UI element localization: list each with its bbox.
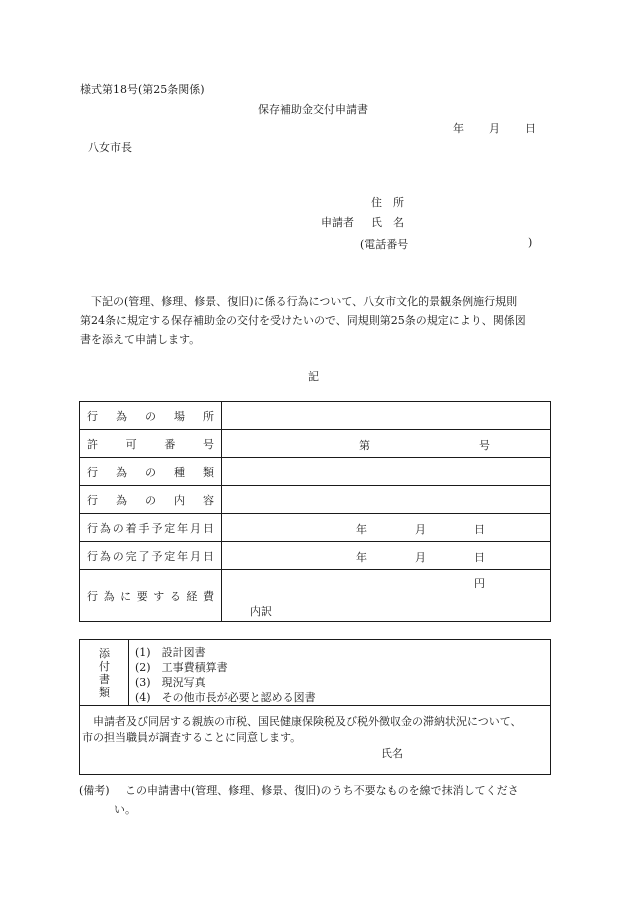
table-row bbox=[80, 402, 551, 430]
addressee: 八女市長 bbox=[88, 141, 132, 154]
table-row bbox=[80, 570, 551, 622]
row-label bbox=[80, 486, 222, 514]
row-label bbox=[80, 430, 222, 458]
ki-heading: 記 bbox=[308, 370, 319, 383]
label-cost: 行 為 に 要 す る 経 費 bbox=[87, 589, 214, 603]
applicant-label: 申請者 bbox=[321, 216, 354, 229]
end-year: 年 bbox=[356, 551, 367, 564]
row-label bbox=[80, 542, 222, 570]
value-cost[interactable] bbox=[222, 570, 551, 622]
phone-label: (電話番号 bbox=[360, 238, 409, 251]
address-label: 住 所 bbox=[371, 196, 404, 209]
list-item: (3) 現況写真 bbox=[135, 676, 206, 689]
form-number: 様式第18号(第25条関係) bbox=[80, 83, 205, 96]
row-label bbox=[80, 514, 222, 542]
remarks-line-2: い。 bbox=[114, 803, 136, 816]
attachments-list bbox=[129, 640, 550, 706]
date-month: 月 bbox=[489, 122, 500, 135]
cost-breakdown: 内訳 bbox=[250, 605, 272, 618]
signature-label: 氏名 bbox=[381, 747, 403, 760]
table-row bbox=[80, 458, 551, 486]
main-table bbox=[79, 401, 551, 622]
permit-dai: 第 bbox=[359, 439, 370, 452]
label-permit-number: 許 可 番 号 bbox=[87, 437, 214, 451]
label-end-date: 行 為 の 完 了 予 定 年 月 日 bbox=[87, 549, 214, 563]
consent-line-1: 申請者及び同居する親族の市税、国民健康保険税及び税外徴収金の滞納状況について、 bbox=[93, 715, 522, 728]
start-year: 年 bbox=[356, 523, 367, 536]
body-line-1: 下記の(管理、修理、修景、復旧)に係る行為について、八女市文化的景観条例施行規則 bbox=[91, 295, 518, 308]
body-line-2: 第24条に規定する保存補助金の交付を受けたいので、同規則第25条の規定により、関係図 bbox=[80, 314, 526, 327]
label-location: 行 為 の 場 所 bbox=[87, 409, 214, 423]
consent-line-2: 市の担当職員が調査することに同意します。 bbox=[82, 731, 302, 744]
attachments-header-cell bbox=[80, 640, 129, 706]
label-type: 行 為 の 種 類 bbox=[87, 465, 214, 479]
date-day: 日 bbox=[525, 122, 536, 135]
name-label: 氏 名 bbox=[371, 216, 404, 229]
list-item: (4) その他市長が必要と認める図書 bbox=[135, 691, 316, 704]
date-year: 年 bbox=[453, 122, 464, 135]
value-start-date[interactable] bbox=[222, 514, 551, 542]
list-item: (2) 工事費積算書 bbox=[135, 661, 228, 674]
table-row bbox=[80, 542, 551, 570]
row-label bbox=[80, 402, 222, 430]
permit-gou: 号 bbox=[479, 439, 490, 452]
label-content: 行 為 の 内 容 bbox=[87, 493, 214, 507]
table-row bbox=[80, 514, 551, 542]
row-label bbox=[80, 570, 222, 622]
remarks-line-1: この申請書中(管理、修理、修景、復旧)のうち不要なものを線で抹消してくださ bbox=[125, 784, 519, 797]
value-content[interactable] bbox=[222, 486, 551, 514]
remarks-label: (備考) bbox=[79, 784, 110, 797]
cost-yen: 円 bbox=[474, 577, 485, 590]
end-month: 月 bbox=[415, 551, 426, 564]
value-type[interactable] bbox=[222, 458, 551, 486]
start-month: 月 bbox=[415, 523, 426, 536]
value-end-date[interactable] bbox=[222, 542, 551, 570]
label-start-date: 行 為 の 着 手 予 定 年 月 日 bbox=[87, 521, 214, 535]
end-day: 日 bbox=[474, 551, 485, 564]
attachments-box bbox=[79, 639, 551, 775]
start-day: 日 bbox=[474, 523, 485, 536]
value-location[interactable] bbox=[222, 402, 551, 430]
list-item: (1) 設計図書 bbox=[135, 646, 206, 659]
body-line-3: 書を添えて申請します。 bbox=[80, 333, 201, 346]
phone-close: ) bbox=[528, 236, 533, 249]
attachments-header: 添付書類 bbox=[99, 647, 110, 699]
table-row bbox=[80, 430, 551, 458]
value-permit-number[interactable] bbox=[222, 430, 551, 458]
row-label bbox=[80, 458, 222, 486]
table-row bbox=[80, 486, 551, 514]
page-title: 保存補助金交付申請書 bbox=[258, 103, 368, 116]
